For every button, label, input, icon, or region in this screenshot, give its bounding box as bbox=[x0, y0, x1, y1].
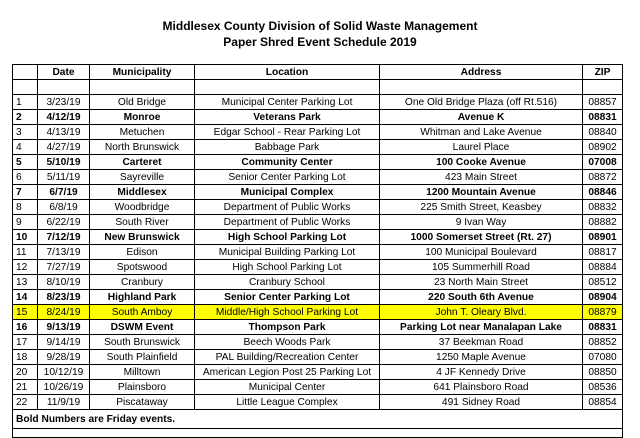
row-date: 7/12/19 bbox=[38, 230, 90, 245]
row-date: 8/24/19 bbox=[38, 305, 90, 320]
col-header-location: Location bbox=[195, 65, 380, 80]
row-address: 100 Cooke Avenue bbox=[380, 155, 583, 170]
table-body bbox=[13, 95, 623, 410]
footer-row bbox=[13, 410, 623, 429]
table-row bbox=[13, 380, 623, 395]
table-row bbox=[13, 200, 623, 215]
row-municipality: South Amboy bbox=[90, 305, 195, 320]
col-header-num bbox=[13, 65, 38, 80]
row-address: 4 JF Kennedy Drive bbox=[380, 365, 583, 380]
row-number: 2 bbox=[13, 110, 38, 125]
row-number: 8 bbox=[13, 200, 38, 215]
row-zip: 08904 bbox=[583, 290, 623, 305]
row-address: Avenue K bbox=[380, 110, 583, 125]
table-row bbox=[13, 365, 623, 380]
row-location: Cranbury School bbox=[195, 275, 380, 290]
row-location: PAL Building/Recreation Center bbox=[195, 350, 380, 365]
row-location: Beech Woods Park bbox=[195, 335, 380, 350]
table-row bbox=[13, 215, 623, 230]
row-location: Babbage Park bbox=[195, 140, 380, 155]
row-number: 10 bbox=[13, 230, 38, 245]
row-number: 3 bbox=[13, 125, 38, 140]
row-location: Middle/High School Parking Lot bbox=[195, 305, 380, 320]
blank-cell bbox=[13, 429, 623, 438]
table-row bbox=[13, 110, 623, 125]
col-header-zip: ZIP bbox=[583, 65, 623, 80]
row-municipality: Metuchen bbox=[90, 125, 195, 140]
row-municipality: South River bbox=[90, 215, 195, 230]
row-zip: 08846 bbox=[583, 185, 623, 200]
row-date: 6/8/19 bbox=[38, 200, 90, 215]
table-row bbox=[13, 170, 623, 185]
row-date: 8/23/19 bbox=[38, 290, 90, 305]
row-number: 4 bbox=[13, 140, 38, 155]
spacer-cell bbox=[195, 80, 380, 95]
row-municipality: Sayreville bbox=[90, 170, 195, 185]
spacer-cell bbox=[90, 80, 195, 95]
row-zip: 07080 bbox=[583, 350, 623, 365]
row-address: 220 South 6th Avenue bbox=[380, 290, 583, 305]
header bbox=[0, 18, 640, 50]
row-zip: 08882 bbox=[583, 215, 623, 230]
row-zip: 07008 bbox=[583, 155, 623, 170]
col-header-address: Address bbox=[380, 65, 583, 80]
row-address: 1200 Mountain Avenue bbox=[380, 185, 583, 200]
row-number: 16 bbox=[13, 320, 38, 335]
row-date: 9/14/19 bbox=[38, 335, 90, 350]
footer-note: Bold Numbers are Friday events. bbox=[13, 410, 623, 429]
row-date: 6/7/19 bbox=[38, 185, 90, 200]
row-date: 10/12/19 bbox=[38, 365, 90, 380]
row-location: Edgar School - Rear Parking Lot bbox=[195, 125, 380, 140]
row-zip: 08879 bbox=[583, 305, 623, 320]
row-number: 15 bbox=[13, 305, 38, 320]
row-location: Little League Complex bbox=[195, 395, 380, 410]
row-address: 37 Beekman Road bbox=[380, 335, 583, 350]
row-date: 4/27/19 bbox=[38, 140, 90, 155]
spacer-row bbox=[13, 80, 623, 95]
row-date: 11/9/19 bbox=[38, 395, 90, 410]
row-municipality: Cranbury bbox=[90, 275, 195, 290]
table-row bbox=[13, 275, 623, 290]
table-row bbox=[13, 305, 623, 320]
row-zip: 08850 bbox=[583, 365, 623, 380]
row-zip: 08831 bbox=[583, 110, 623, 125]
row-number: 21 bbox=[13, 380, 38, 395]
table-row bbox=[13, 260, 623, 275]
row-address: 225 Smith Street, Keasbey bbox=[380, 200, 583, 215]
row-address: 423 Main Street bbox=[380, 170, 583, 185]
row-location: American Legion Post 25 Parking Lot bbox=[195, 365, 380, 380]
row-zip: 08857 bbox=[583, 95, 623, 110]
row-number: 1 bbox=[13, 95, 38, 110]
table-row bbox=[13, 95, 623, 110]
table-row bbox=[13, 155, 623, 170]
row-municipality: Spotswood bbox=[90, 260, 195, 275]
row-municipality: North Brunswick bbox=[90, 140, 195, 155]
row-zip: 08817 bbox=[583, 245, 623, 260]
spacer-cell bbox=[13, 80, 38, 95]
row-municipality: DSWM Event bbox=[90, 320, 195, 335]
spacer-cell bbox=[380, 80, 583, 95]
row-location: Department of Public Works bbox=[195, 200, 380, 215]
row-address: 1000 Somerset Street (Rt. 27) bbox=[380, 230, 583, 245]
row-number: 5 bbox=[13, 155, 38, 170]
row-location: Municipal Center Parking Lot bbox=[195, 95, 380, 110]
row-address: 100 Municipal Boulevard bbox=[380, 245, 583, 260]
row-address: 491 Sidney Road bbox=[380, 395, 583, 410]
table-row bbox=[13, 125, 623, 140]
row-date: 9/13/19 bbox=[38, 320, 90, 335]
col-header-date: Date bbox=[38, 65, 90, 80]
row-zip: 08852 bbox=[583, 335, 623, 350]
row-address: 1250 Maple Avenue bbox=[380, 350, 583, 365]
row-municipality: Edison bbox=[90, 245, 195, 260]
row-number: 20 bbox=[13, 365, 38, 380]
row-zip: 08512 bbox=[583, 275, 623, 290]
table-row bbox=[13, 290, 623, 305]
row-municipality: South Brunswick bbox=[90, 335, 195, 350]
spacer-cell bbox=[38, 80, 90, 95]
page-title: Middlesex County Division of Solid Waste Management bbox=[162, 19, 478, 33]
row-zip: 08832 bbox=[583, 200, 623, 215]
row-municipality: Milltown bbox=[90, 365, 195, 380]
spacer-cell bbox=[583, 80, 623, 95]
row-zip: 08902 bbox=[583, 140, 623, 155]
table-row bbox=[13, 350, 623, 365]
row-zip: 08840 bbox=[583, 125, 623, 140]
schedule-table bbox=[12, 64, 623, 438]
row-number: 13 bbox=[13, 275, 38, 290]
row-number: 7 bbox=[13, 185, 38, 200]
row-location: Thompson Park bbox=[195, 320, 380, 335]
row-number: 12 bbox=[13, 260, 38, 275]
row-location: Community Center bbox=[195, 155, 380, 170]
row-location: Municipal Complex bbox=[195, 185, 380, 200]
row-date: 6/22/19 bbox=[38, 215, 90, 230]
row-zip: 08536 bbox=[583, 380, 623, 395]
row-address: 641 Plainsboro Road bbox=[380, 380, 583, 395]
row-address: Laurel Place bbox=[380, 140, 583, 155]
table-row bbox=[13, 140, 623, 155]
row-number: 9 bbox=[13, 215, 38, 230]
row-address: John T. Oleary Blvd. bbox=[380, 305, 583, 320]
blank-row bbox=[13, 429, 623, 438]
row-number: 6 bbox=[13, 170, 38, 185]
row-zip: 08901 bbox=[583, 230, 623, 245]
row-date: 5/10/19 bbox=[38, 155, 90, 170]
row-location: Municipal Building Parking Lot bbox=[195, 245, 380, 260]
table-row bbox=[13, 185, 623, 200]
row-municipality: Woodbridge bbox=[90, 200, 195, 215]
row-date: 8/10/19 bbox=[38, 275, 90, 290]
row-number: 17 bbox=[13, 335, 38, 350]
page-subtitle: Paper Shred Event Schedule 2019 bbox=[223, 35, 417, 49]
row-location: High School Parking Lot bbox=[195, 260, 380, 275]
table-row bbox=[13, 245, 623, 260]
row-municipality: Piscataway bbox=[90, 395, 195, 410]
row-location: Senior Center Parking Lot bbox=[195, 290, 380, 305]
row-municipality: Monroe bbox=[90, 110, 195, 125]
row-municipality: New Brunswick bbox=[90, 230, 195, 245]
row-date: 4/13/19 bbox=[38, 125, 90, 140]
row-municipality: South Plainfield bbox=[90, 350, 195, 365]
row-municipality: Middlesex bbox=[90, 185, 195, 200]
table-row bbox=[13, 320, 623, 335]
row-number: 22 bbox=[13, 395, 38, 410]
row-date: 4/12/19 bbox=[38, 110, 90, 125]
row-date: 7/13/19 bbox=[38, 245, 90, 260]
row-zip: 08872 bbox=[583, 170, 623, 185]
row-date: 5/11/19 bbox=[38, 170, 90, 185]
row-address: One Old Bridge Plaza (off Rt.516) bbox=[380, 95, 583, 110]
header-row bbox=[13, 65, 623, 80]
row-location: High School Parking Lot bbox=[195, 230, 380, 245]
row-address: 105 Summerhill Road bbox=[380, 260, 583, 275]
row-number: 14 bbox=[13, 290, 38, 305]
row-zip: 08884 bbox=[583, 260, 623, 275]
col-header-municipality: Municipality bbox=[90, 65, 195, 80]
row-municipality: Old Bridge bbox=[90, 95, 195, 110]
row-municipality: Highland Park bbox=[90, 290, 195, 305]
row-address: Whitman and Lake Avenue bbox=[380, 125, 583, 140]
row-date: 3/23/19 bbox=[38, 95, 90, 110]
row-address: Parking Lot near Manalapan Lake bbox=[380, 320, 583, 335]
row-date: 10/26/19 bbox=[38, 380, 90, 395]
row-date: 9/28/19 bbox=[38, 350, 90, 365]
table-row bbox=[13, 335, 623, 350]
row-address: 23 North Main Street bbox=[380, 275, 583, 290]
row-location: Veterans Park bbox=[195, 110, 380, 125]
table-row bbox=[13, 395, 623, 410]
row-address: 9 Ivan Way bbox=[380, 215, 583, 230]
row-location: Senior Center Parking Lot bbox=[195, 170, 380, 185]
row-date: 7/27/19 bbox=[38, 260, 90, 275]
row-municipality: Carteret bbox=[90, 155, 195, 170]
row-location: Department of Public Works bbox=[195, 215, 380, 230]
row-zip: 08831 bbox=[583, 320, 623, 335]
row-municipality: Plainsboro bbox=[90, 380, 195, 395]
row-number: 18 bbox=[13, 350, 38, 365]
row-location: Municipal Center bbox=[195, 380, 380, 395]
row-number: 11 bbox=[13, 245, 38, 260]
row-zip: 08854 bbox=[583, 395, 623, 410]
table-row bbox=[13, 230, 623, 245]
